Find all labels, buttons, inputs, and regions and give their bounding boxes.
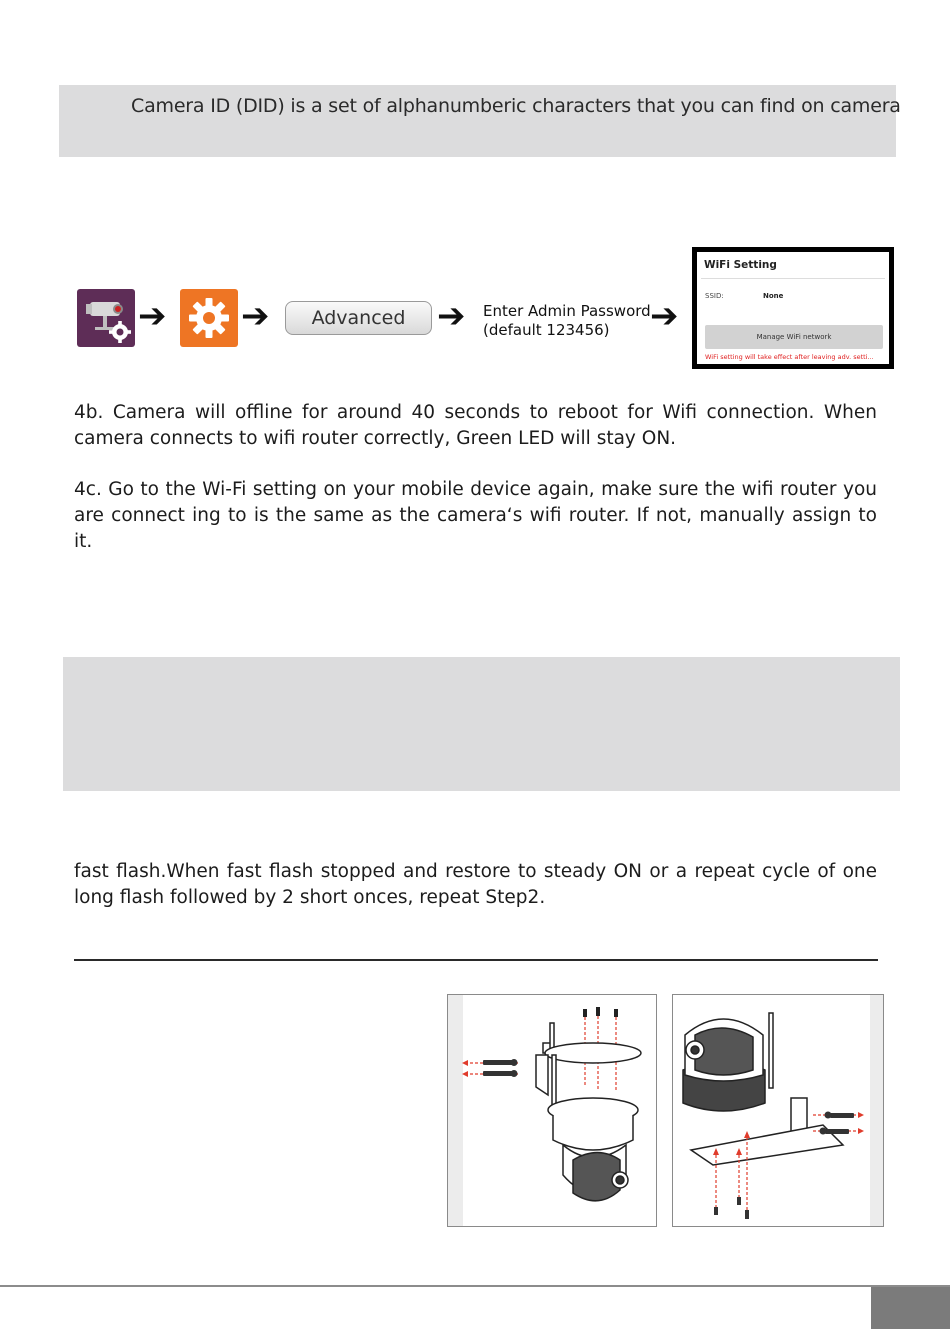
default-password-line: (default 123456) [483, 321, 610, 339]
manage-wifi-button[interactable]: Manage WiFi network [705, 325, 883, 349]
step-4b-paragraph: 4b. Camera will offline for around 40 seconds to reboot for Wifi connection. When camera connects to wifi router correctly, Green LED will stay ON. [74, 402, 877, 449]
camera-id-note: Camera ID (DID) is a set of alphanumberic characters that you can find on camera [131, 95, 901, 117]
page-number-tab [871, 1287, 950, 1329]
camera-settings-app-icon [77, 289, 135, 347]
fast-flash-paragraph: fast flash.When fast flash stopped and restore to steady ON or a repeat cycle of one long flash followed by 2 short onces, repeat Step2. [74, 861, 877, 908]
note-box-middle [63, 657, 900, 791]
right-arrow-icon: ➔ [241, 296, 270, 336]
wifi-warning-note: WiFi setting will take effect after leaving adv. setti... [705, 353, 874, 361]
divider [701, 278, 885, 279]
wifi-setting-screenshot [692, 247, 894, 369]
right-arrow-icon: ➔ [650, 296, 679, 336]
section-divider [74, 959, 878, 961]
admin-password-line: Enter Admin Password [483, 302, 651, 320]
right-arrow-icon: ➔ [437, 296, 466, 336]
ssid-label: SSID: [705, 292, 724, 300]
ceiling-mount-illustration [447, 994, 657, 1227]
wall-mount-illustration [672, 994, 884, 1227]
ssid-value: None [763, 292, 784, 300]
wifi-setting-title: WiFi Setting [704, 259, 777, 271]
advanced-button[interactable]: Advanced [285, 301, 432, 335]
right-arrow-icon: ➔ [138, 296, 167, 336]
step-4c-paragraph: 4c. Go to the Wi-Fi setting on your mobile device again, make sure the wifi router you are connect ing to is the same as the camera‘s wifi router. If not, manually assign to it. [74, 479, 877, 552]
admin-password-instruction [483, 302, 651, 340]
footer-line [0, 1285, 950, 1287]
gear-icon [180, 289, 238, 347]
setup-step-flow [0, 0, 950, 400]
